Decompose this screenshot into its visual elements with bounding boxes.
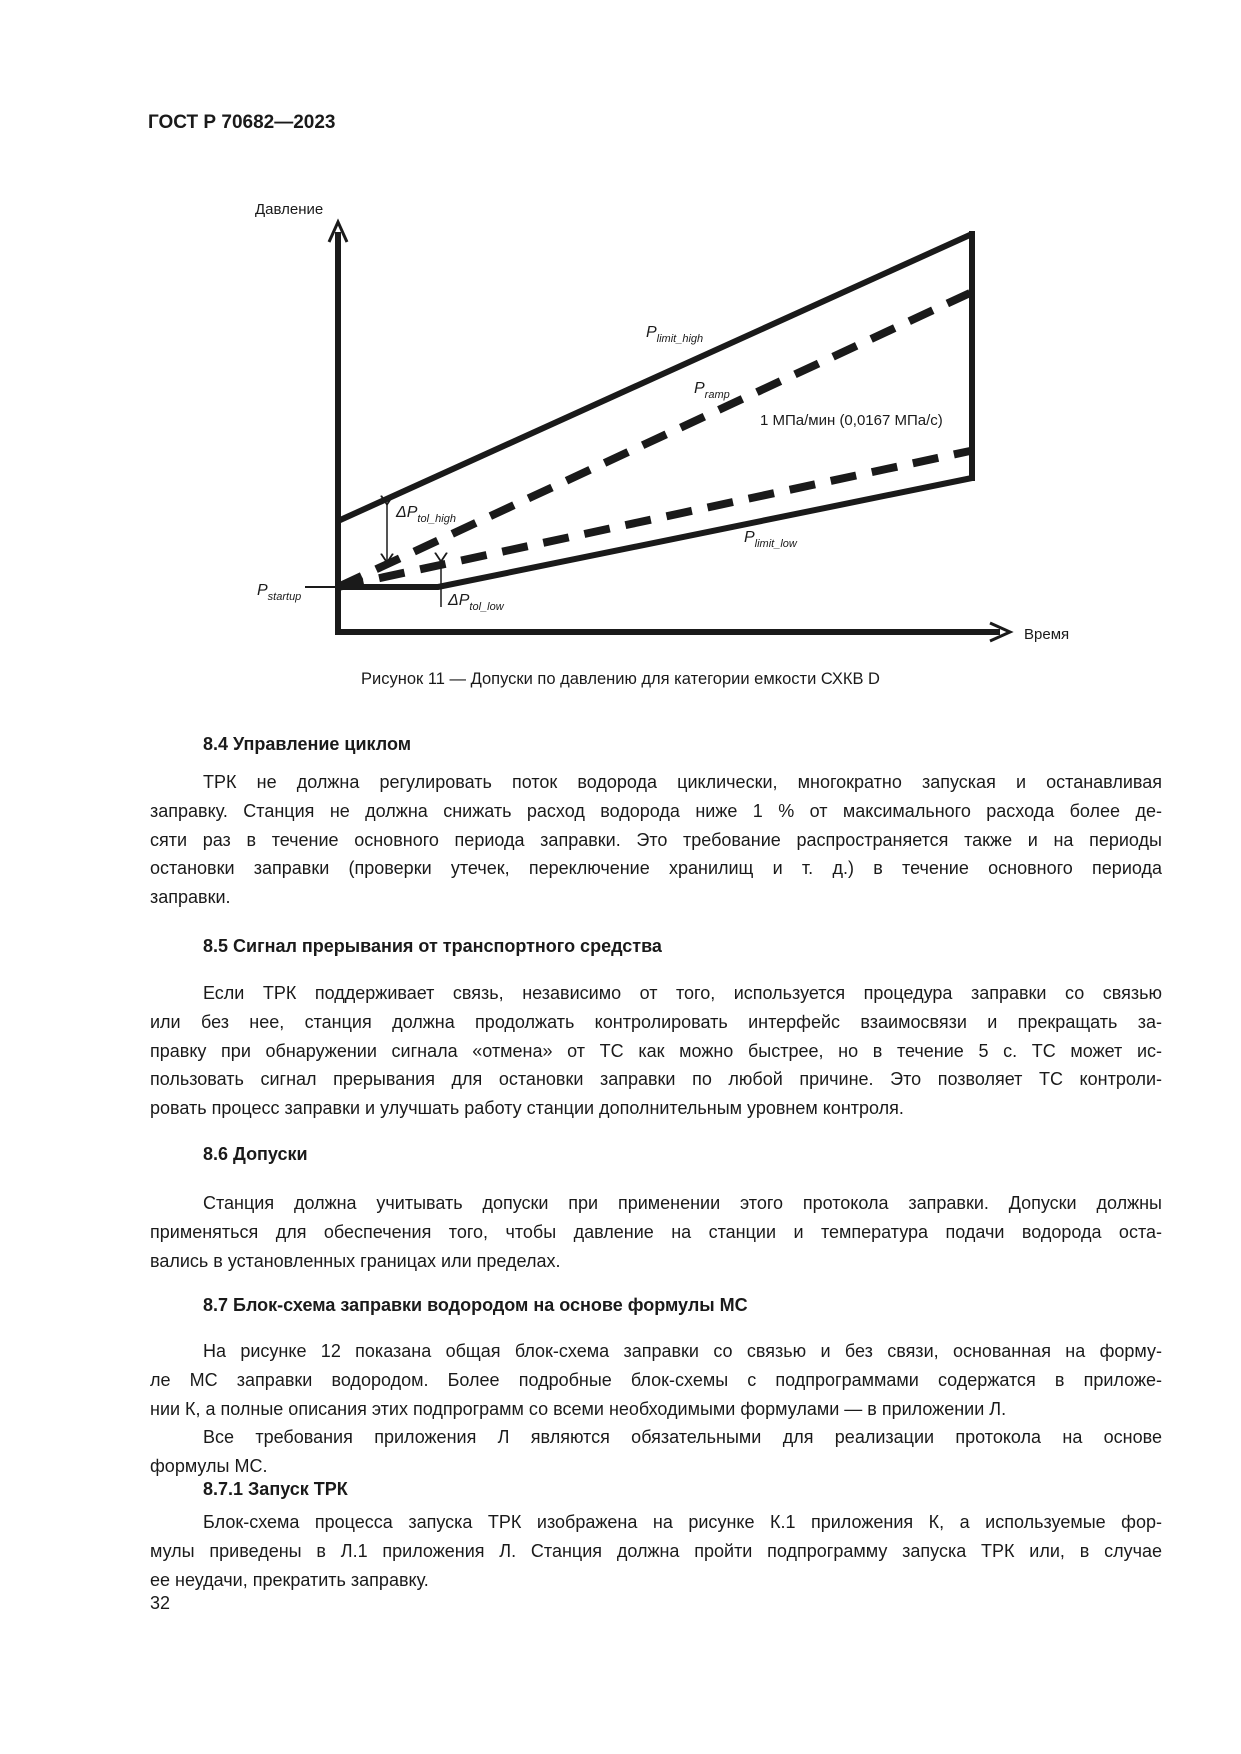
svg-text:ΔPtol_low xyxy=(447,592,505,613)
text-line: ТРК не должна регулировать поток водорода циклически, многократно запуская и останавливая xyxy=(203,772,1162,792)
section-8-4-paragraph xyxy=(150,768,1162,912)
text-line: или без нее, станция должна продолжать контролировать интерфейс взаимосвязи и прекращать за- xyxy=(150,1011,1162,1032)
text-line: ее неудачи, прекратить заправку. xyxy=(150,1569,429,1590)
text-line: Блок-схема процесса запуска ТРК изображена на рисунке К.1 приложения К, а используемые фор- xyxy=(203,1512,1162,1532)
p-startup-label: P xyxy=(257,582,268,599)
svg-text:ΔPtol_high xyxy=(395,504,456,525)
p-limit-low-sub: limit_low xyxy=(754,538,797,550)
x-axis-label: Время xyxy=(1024,626,1070,643)
svg-text:Plimit_high xyxy=(646,324,703,345)
text-line: применяться для обеспечения того, чтобы давление на станции и температура подачи водорода оста- xyxy=(150,1221,1162,1242)
text-line: нии К, а полные описания этих подпрограмм со всеми необходимыми формулами — в приложении Л. xyxy=(150,1398,1007,1419)
text-line: сяти раз в течение основного периода заправки. Это требование распространяется также и на периоды xyxy=(150,829,1162,850)
text-line: ровать процесс заправки и улучшать работу станции дополнительным уровнем контроля. xyxy=(150,1098,904,1119)
section-8-7-paragraph xyxy=(150,1337,1162,1481)
p-ramp-sub: ramp xyxy=(704,389,730,401)
dp-tol-low-sub: tol_low xyxy=(469,601,504,613)
text-line: Станция должна учитывать допуски при применении этого протокола заправки. Допуски должны xyxy=(203,1193,1162,1213)
section-8-5-paragraph xyxy=(150,979,1162,1123)
text-line: пользовать сигнал прерывания для остановки заправки по любой причине. Это позволяет ТС контроли- xyxy=(150,1069,1162,1090)
text-line: ле МС заправки водородом. Более подробные блок-схемы с подпрограммами содержатся в приложе- xyxy=(150,1369,1162,1390)
dp-tol-low-label: ΔP xyxy=(448,592,470,609)
section-8-5-heading: 8.5 Сигнал прерывания от транспортного средства xyxy=(203,936,662,956)
p-startup-sub: startup xyxy=(267,591,302,603)
text-line: мулы приведены в Л.1 приложения Л. Станция должна пройти подпрограмму запуска ТРК или, в случае xyxy=(150,1540,1162,1561)
svg-text:Plimit_low xyxy=(744,529,798,550)
section-8-7-1-heading: 8.7.1 Запуск ТРК xyxy=(203,1479,348,1499)
section-8-4-heading: 8.4 Управление циклом xyxy=(203,734,412,754)
text-line: заправки. xyxy=(150,887,231,908)
pressure-tolerance-figure xyxy=(0,0,1241,720)
page-number: 32 xyxy=(150,1593,171,1613)
p-limit-high-label: P xyxy=(646,324,657,341)
svg-text:Pstartup xyxy=(257,582,301,603)
svg-text:Pramp xyxy=(694,380,730,401)
p-limit-high-sub: limit_high xyxy=(656,333,704,345)
section-8-7-heading: 8.7 Блок-схема заправки водородом на основе формулы МС xyxy=(203,1295,748,1315)
figure-caption: Рисунок 11 — Допуски по давлению для категории емкости СХКВ D xyxy=(361,670,880,688)
section-8-7-1-paragraph xyxy=(150,1508,1162,1594)
p-limit-low-line xyxy=(338,478,972,587)
text-line: На рисунке 12 показана общая блок-схема заправки со связью и без связи, основанная на форму- xyxy=(203,1341,1162,1361)
text-line: остановки заправки (проверки утечек, переключение хранилищ и т. д.) в течение основного периода xyxy=(150,858,1162,879)
text-line: формулы МС. xyxy=(150,1456,268,1477)
text-line: Если ТРК поддерживает связь, независимо от того, используется процедура заправки со связью xyxy=(203,983,1162,1003)
section-8-6-paragraph xyxy=(150,1189,1162,1275)
y-axis-label: Давление xyxy=(255,201,324,218)
dp-tol-high-sub: tol_high xyxy=(417,513,456,525)
section-8-6-heading: 8.6 Допуски xyxy=(203,1144,308,1164)
dp-tol-high-label: ΔP xyxy=(396,504,418,521)
text-line: заправку. Станция не должна снижать расход водорода ниже 1 % от максимального расхода более де- xyxy=(150,800,1162,821)
text-line: Все требования приложения Л являются обязательными для реализации протокола на основе xyxy=(203,1427,1162,1448)
p-limit-low-label: P xyxy=(744,529,755,546)
document-header: ГОСТ Р 70682—2023 xyxy=(148,112,336,133)
ramp-rate-label: 1 МПа/мин (0,0167 МПа/с) xyxy=(760,412,943,429)
text-line: вались в установленных границах или пределах. xyxy=(150,1250,561,1271)
p-limit-high-line xyxy=(338,234,972,521)
p-ramp-label: P xyxy=(694,380,705,397)
text-line: правку при обнаружении сигнала «отмена» от ТС как можно быстрее, но в течение 5 с. ТС может ис- xyxy=(150,1040,1162,1061)
